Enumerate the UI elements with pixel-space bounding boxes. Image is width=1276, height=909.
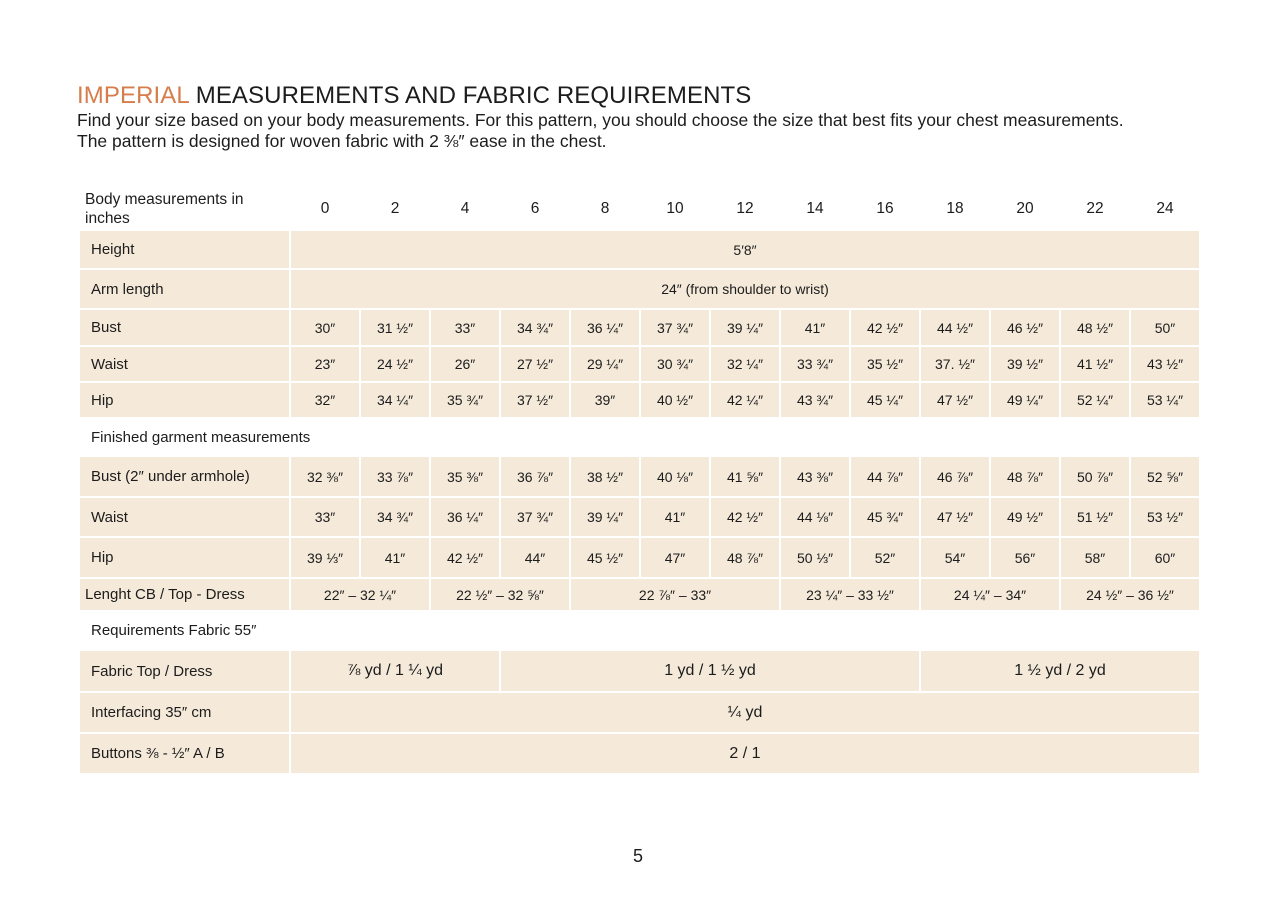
- cell: 39 ¼″: [711, 310, 779, 345]
- cell: 40 ½″: [641, 383, 709, 417]
- cell: 41 ½″: [1061, 347, 1129, 381]
- cell-group: 1 yd / 1 ½ yd: [501, 651, 919, 691]
- size-header: 2: [390, 199, 400, 217]
- cell: 32″: [291, 383, 359, 417]
- size-header: 18: [946, 199, 964, 217]
- interfacing-value: ¼ yd: [291, 693, 1199, 732]
- cell: 50 ⅓″: [781, 538, 849, 577]
- cell: 44 ⅛″: [781, 498, 849, 536]
- cell: 27 ½″: [501, 347, 569, 381]
- row-label: Interfacing 35″ cm: [80, 693, 289, 732]
- cell: 38 ½″: [571, 457, 639, 496]
- cell: 41″: [641, 498, 709, 536]
- cell: 34 ¾″: [501, 310, 569, 345]
- cell: 44 ⅞″: [851, 457, 919, 496]
- cell: 47 ½″: [921, 498, 989, 536]
- cell: 31 ½″: [361, 310, 429, 345]
- cell: 33 ⅞″: [361, 457, 429, 496]
- row-label: Height: [80, 231, 289, 268]
- size-header: 10: [666, 199, 684, 217]
- height-value: 5′8″: [291, 231, 1199, 268]
- cell: 39″: [571, 383, 639, 417]
- cell: 26″: [431, 347, 499, 381]
- cell: 51 ½″: [1061, 498, 1129, 536]
- size-header: 16: [876, 199, 894, 217]
- arm-length-row: [80, 270, 1199, 308]
- cell: 34 ¾″: [361, 498, 429, 536]
- cell: 42 ½″: [431, 538, 499, 577]
- cell: 48 ½″: [1061, 310, 1129, 345]
- cell: 36 ¼″: [571, 310, 639, 345]
- arm-length-value: 24″ (from shoulder to wrist): [291, 270, 1199, 308]
- size-header: 6: [530, 199, 540, 217]
- cell: 54″: [921, 538, 989, 577]
- cell: 58″: [1061, 538, 1129, 577]
- interfacing-row: [80, 693, 1199, 732]
- height-row: [80, 231, 1199, 268]
- cell: 37 ½″: [501, 383, 569, 417]
- cell: 42 ½″: [711, 498, 779, 536]
- cell: 29 ¼″: [571, 347, 639, 381]
- cell: 53 ¼″: [1131, 383, 1199, 417]
- cell: 33″: [431, 310, 499, 345]
- cell: 45 ¾″: [851, 498, 919, 536]
- table-row: [80, 538, 1199, 577]
- cell: 43 ¾″: [781, 383, 849, 417]
- row-label: Bust (2″ under armhole): [80, 457, 289, 496]
- cell: 46 ⅞″: [921, 457, 989, 496]
- cell: 47″: [641, 538, 709, 577]
- cell-group: 24 ½″ – 36 ½″: [1061, 579, 1199, 610]
- cell: 36 ⅞″: [501, 457, 569, 496]
- measurements-table: [78, 186, 1201, 775]
- cell: 40 ⅛″: [641, 457, 709, 496]
- cell: 30 ¾″: [641, 347, 709, 381]
- cell: 39 ⅓″: [291, 538, 359, 577]
- cell: 41 ⅝″: [711, 457, 779, 496]
- cell: 41″: [781, 310, 849, 345]
- cell: 43 ⅜″: [781, 457, 849, 496]
- cell: 41″: [361, 538, 429, 577]
- size-header: 12: [736, 199, 754, 217]
- cell-group: ⅞ yd / 1 ¼ yd: [291, 651, 499, 691]
- row-label: Hip: [80, 383, 289, 417]
- size-header: 8: [600, 199, 610, 217]
- cell: 49 ¼″: [991, 383, 1059, 417]
- title-rest: MEASUREMENTS AND FABRIC REQUIREMENTS: [188, 82, 752, 109]
- cell-group: 22 ½″ – 32 ⅝″: [431, 579, 569, 610]
- row-label: Waist: [80, 498, 289, 536]
- cell: 43 ½″: [1131, 347, 1199, 381]
- cell-group: 23 ¼″ – 33 ½″: [781, 579, 919, 610]
- section-heading: Finished garment measurements: [91, 428, 311, 446]
- cell: 45 ½″: [571, 538, 639, 577]
- cell: 23″: [291, 347, 359, 381]
- intro-line: The pattern is designed for woven fabric with 2 ⅜″ ease in the chest.: [77, 131, 607, 151]
- table-row: [80, 383, 1199, 417]
- row-label: Lenght CB / Top - Dress: [80, 579, 289, 610]
- cell: 34 ¼″: [361, 383, 429, 417]
- buttons-value: 2 / 1: [291, 734, 1199, 773]
- cell-group: 1 ½ yd / 2 yd: [921, 651, 1199, 691]
- cell: 44 ½″: [921, 310, 989, 345]
- header-label: Body measurements in inches: [85, 190, 244, 227]
- cell: 37. ½″: [921, 347, 989, 381]
- cell: 56″: [991, 538, 1059, 577]
- size-header: 0: [320, 199, 330, 217]
- length-row: [80, 579, 1199, 610]
- size-header: 4: [460, 199, 470, 217]
- cell: 53 ½″: [1131, 498, 1199, 536]
- section-heading: Requirements Fabric 55″: [91, 622, 257, 639]
- cell: 52″: [851, 538, 919, 577]
- cell: 46 ½″: [991, 310, 1059, 345]
- cell-group: 22″ – 32 ¼″: [291, 579, 429, 610]
- cell: 44″: [501, 538, 569, 577]
- cell: 36 ¼″: [431, 498, 499, 536]
- table-row: [80, 498, 1199, 536]
- title-accent: IMPERIAL: [77, 82, 189, 109]
- cell-group: 24 ¼″ – 34″: [921, 579, 1059, 610]
- cell: 48 ⅞″: [991, 457, 1059, 496]
- section-row: [80, 419, 1199, 455]
- cell: 42 ½″: [851, 310, 919, 345]
- cell: 32 ⅜″: [291, 457, 359, 496]
- cell: 30″: [291, 310, 359, 345]
- cell: 35 ½″: [851, 347, 919, 381]
- size-header: 20: [1016, 199, 1034, 217]
- table-row: [80, 347, 1199, 381]
- size-header-row: [80, 188, 1199, 229]
- cell: 39 ½″: [991, 347, 1059, 381]
- row-label: Waist: [80, 347, 289, 381]
- cell-group: 22 ⅞″ – 33″: [571, 579, 779, 610]
- table-row: [80, 310, 1199, 345]
- size-header: 24: [1156, 199, 1174, 217]
- size-header: 22: [1086, 199, 1104, 217]
- row-label: Bust: [80, 310, 289, 345]
- cell: 48 ⅞″: [711, 538, 779, 577]
- cell: 50 ⅞″: [1061, 457, 1129, 496]
- cell: 60″: [1131, 538, 1199, 577]
- cell: 50″: [1131, 310, 1199, 345]
- cell: 49 ½″: [991, 498, 1059, 536]
- cell: 35 ¾″: [431, 383, 499, 417]
- intro-text: [77, 110, 1207, 152]
- cell: 33 ¾″: [781, 347, 849, 381]
- row-label: Hip: [80, 538, 289, 577]
- page-number: 5: [632, 846, 643, 866]
- table-row: [80, 457, 1199, 496]
- cell: 32 ¼″: [711, 347, 779, 381]
- page-title: [77, 82, 751, 110]
- cell: 52 ⅝″: [1131, 457, 1199, 496]
- cell: 37 ¾″: [641, 310, 709, 345]
- size-header: 14: [806, 199, 824, 217]
- row-label: Arm length: [80, 270, 289, 308]
- cell: 24 ½″: [361, 347, 429, 381]
- row-label: Fabric Top / Dress: [80, 651, 289, 691]
- cell: 45 ¼″: [851, 383, 919, 417]
- cell: 39 ¼″: [571, 498, 639, 536]
- cell: 52 ¼″: [1061, 383, 1129, 417]
- buttons-row: [80, 734, 1199, 773]
- intro-line: Find your size based on your body measurements. For this pattern, you should choose the size that best fits your chest measurements.: [77, 110, 1124, 130]
- cell: 42 ¼″: [711, 383, 779, 417]
- section-row: [80, 612, 1199, 649]
- row-label: Buttons ⅜ - ½″ A / B: [80, 734, 289, 773]
- cell: 35 ⅜″: [431, 457, 499, 496]
- cell: 33″: [291, 498, 359, 536]
- fabric-row: [80, 651, 1199, 691]
- cell: 37 ¾″: [501, 498, 569, 536]
- cell: 47 ½″: [921, 383, 989, 417]
